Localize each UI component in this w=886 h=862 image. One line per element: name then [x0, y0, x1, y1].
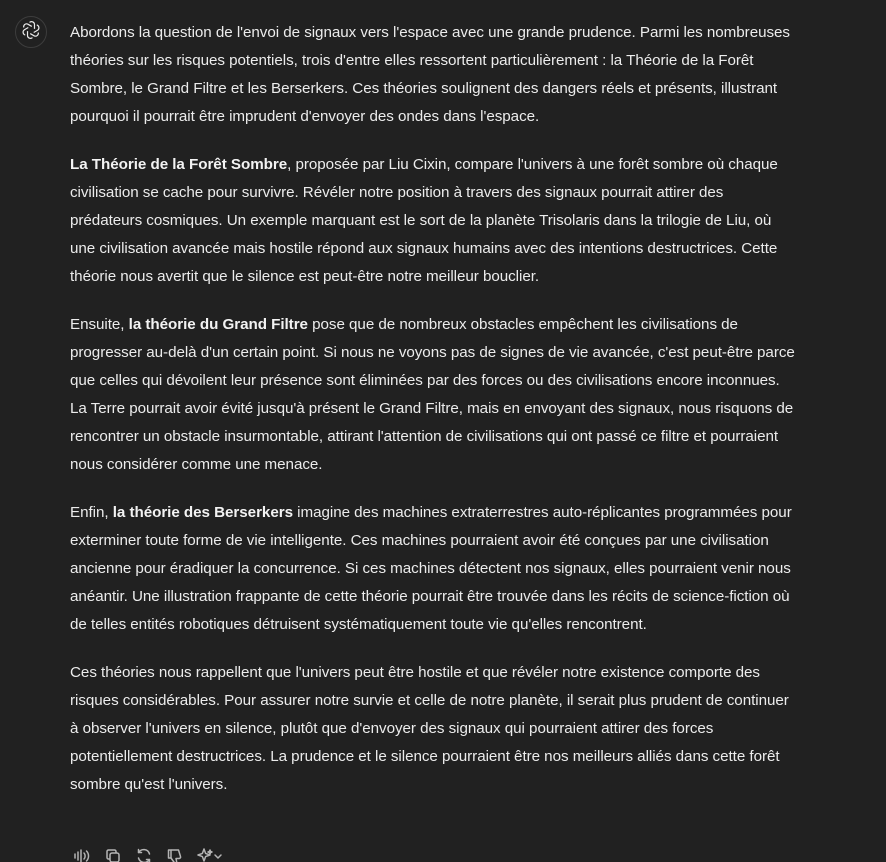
copy-button[interactable] [103, 846, 123, 862]
message-actions [72, 846, 226, 862]
model-switch-button[interactable] [196, 846, 226, 862]
paragraph-great-filter [70, 311, 798, 479]
paragraph-dark-forest [70, 151, 798, 291]
assistant-avatar [15, 16, 47, 48]
great-filter-text: pose que de nombreux obstacles empêchent les civilisations de progresser au-delà d'un certain point. Si nous ne voyons pas de signes de vie avancée, c'est peut-être parce que celles qui dévoilent leur présence sont éliminées par des forces ou des civilisations encore inconnues. La Terre pourrait avoir évité jusqu'à présent le Grand Filtre, mais en envoyant des signaux, nous risquons de rencontrer un obstacle insurmontable, attirant l'attention de civilisations qui ont passé ce filtre et pourraient nous considérer comme une menace. [70, 316, 795, 473]
copy-icon [104, 847, 122, 862]
paragraph-conclusion: Ces théories nous rappellent que l'univers peut être hostile et que révéler notre existence comporte des risques considérables. Pour assurer notre survie et celle de notre planète, il serait plus prudent de continuer à observer l'univers en silence, plutôt que d'envoyer des signaux qui pourraient attirer des forces potentiellement destructrices. La prudence et le silence pourraient être nos meilleurs alliés dans cette forêt sombre qu'est l'univers. [70, 664, 789, 793]
read-aloud-icon [73, 847, 91, 862]
dark-forest-text: , proposée par Liu Cixin, compare l'univers à une forêt sombre où chaque civilisation se cache pour survivre. Révéler notre position à travers des signaux pourrait attirer des prédateurs cosmiques. Un exemple marquant est le sort de la planète Trisolaris dans la trilogie de Liu, où une civilisation avancée mais hostile répond aux signaux humains avec des intentions destructrices. Cette théorie nous avertit que le silence est peut-être notre meilleur bouclier. [70, 156, 778, 285]
thumbs-down-button[interactable] [165, 846, 185, 862]
model-switch-sparkle-icon [196, 847, 224, 862]
assistant-message [70, 19, 798, 819]
read-aloud-button[interactable] [72, 846, 92, 862]
dark-forest-heading: La Théorie de la Forêt Sombre [70, 156, 288, 173]
berserkers-heading: la théorie des Berserkers [112, 504, 293, 521]
openai-logo-icon [20, 19, 42, 46]
berserkers-lead: Enfin, [70, 504, 113, 521]
paragraph-intro: Abordons la question de l'envoi de signaux vers l'espace avec une grande prudence. Parmi les nombreuses théories sur les risques potentiels, trois d'entre elles ressortent particulièrement : la Théorie de la Forêt Sombre, le Grand Filtre et les Berserkers. Ces théories soulignent des dangers réels et présents, illustrant pourquoi il pourrait être imprudent d'envoyer des ondes dans l'espace. [70, 24, 790, 125]
berserkers-text: imagine des machines extraterrestres auto-réplicantes programmées pour exterminer toute forme de vie intelligente. Ces machines pourraient avoir été conçues par une civilisation ancienne pour éradiquer la concurrence. Si ces machines détectent nos signaux, elles pourraient venir nous anéantir. Une illustration frappante de cette théorie pourrait être trouvée dans les récits de science-fiction où de telles entités robotiques détruisent systématiquement toute vie qu'elles rencontrent. [70, 504, 792, 633]
paragraph-berserkers [70, 499, 798, 639]
great-filter-lead: Ensuite, [70, 316, 129, 333]
great-filter-heading: la théorie du Grand Filtre [128, 316, 308, 333]
regenerate-icon [135, 847, 153, 862]
regenerate-button[interactable] [134, 846, 154, 862]
thumbs-down-icon [166, 847, 184, 862]
